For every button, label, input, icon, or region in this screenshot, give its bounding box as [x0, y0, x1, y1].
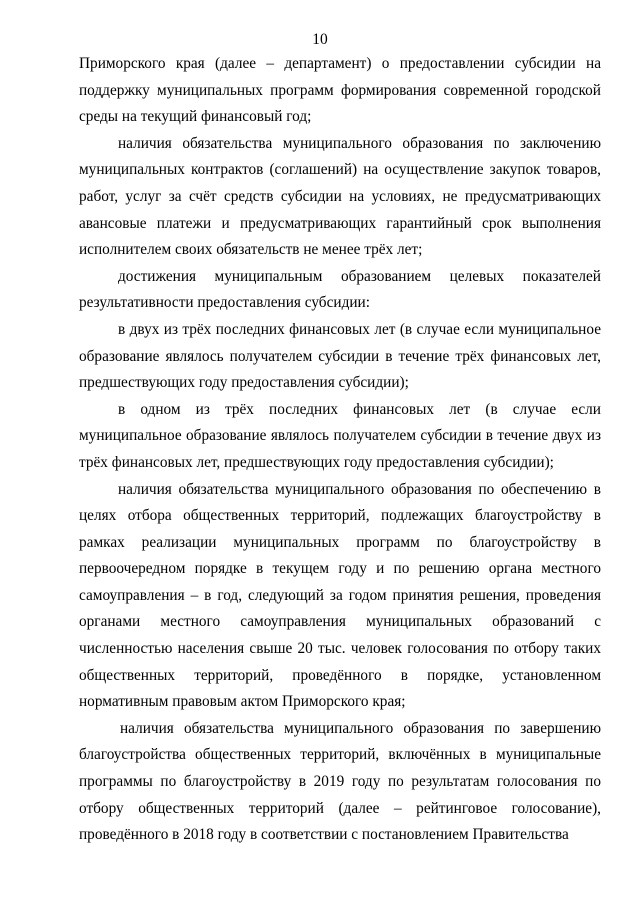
page-number: 10: [312, 31, 328, 48]
paragraph-target-indicators: достижения муниципальным образованием целевых показателей результативности предоставления субсидии:: [79, 267, 601, 312]
paragraph-contracts-obligation: наличия обязательства муниципального образования по заключению муниципальных контрактов (соглашений) на осуществление закупок товаров, работ, услуг за счёт средств субсидии на условиях, не предусматривающих авансовые платежи и предусматривающих гарантийный срок выполнения исполнителем своих обязательств не менее трёх лет;: [79, 134, 601, 259]
document-body: [79, 51, 601, 849]
paragraph-completion-obligation: наличия обязательства муниципального образования по завершению благоустройства общественных территорий, включённых в муниципальные программы по благоустройству в 2019 году по результатам голосования по отбору общественных территорий (далее – рейтинговое голосование), проведённого в 2018 году в соответствии с постановлением Правительства: [79, 719, 601, 844]
paragraph-voting-obligation: наличия обязательства муниципального образования по обеспечению в целях отбора общественных территорий, подлежащих благоустройству в рамках реализации муниципальных программ по благоустройству в первоочередном порядке в текущем году и по решению органа местного самоуправления – в год, следующий за годом принятия решения, проведения органами местного самоуправления муниципальных образований с численностью населения свыше 20 тыс. человек голосования по отбору таких общественных территорий, проведённого в порядке, установленном нормативным правовым актом Приморского края;: [79, 480, 601, 711]
paragraph-continuation: Приморского края (далее – департамент) о предоставлении субсидии на поддержку муниципальных программ формирования современной городской среды на текущий финансовый год;: [79, 55, 601, 126]
paragraph-one-of-three-years: в одном из трёх последних финансовых лет (в случае если муниципальное образование являлось получателем субсидии в течение двух из трёх финансовых лет, предшествующих году предоставления субсидии);: [79, 400, 601, 471]
paragraph-two-of-three-years: в двух из трёх последних финансовых лет (в случае если муниципальное образование являлось получателем субсидии в течение трёх финансовых лет, предшествующих году предоставления субсидии);: [79, 320, 601, 392]
